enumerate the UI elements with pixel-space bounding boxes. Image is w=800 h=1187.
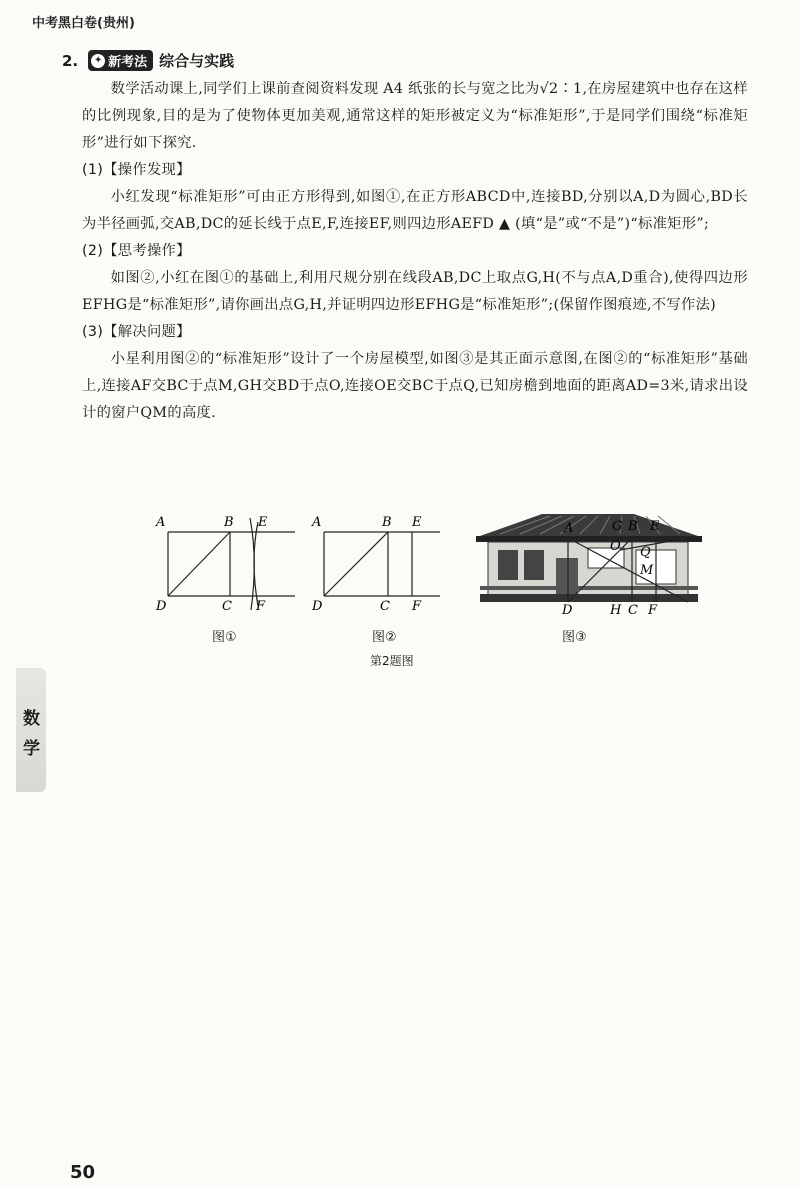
fig3-point-M: M [640, 563, 654, 578]
intro-paragraph: 数学活动课上,同学们上课前查阅资料发现 A4 纸张的长与宽之比为√2∶1,在房屋建筑中也存在这样的比例现象,目的是为了使物体更加美观,通常这样的矩形被定义为“标准矩形”,于是同学们围绕“标准矩形”进行如下探究. [82, 81, 748, 151]
fig2-point-D: D [312, 599, 323, 614]
fig3-point-C: C [628, 603, 638, 618]
part1-title: (1)【操作发现】 [82, 162, 191, 178]
fig2-point-A: A [312, 515, 322, 530]
question-heading [62, 50, 234, 71]
fig3-point-G: G [612, 519, 623, 534]
fig1-point-A: A [156, 515, 166, 530]
fig2-label: 图② [372, 630, 397, 645]
question-body [82, 76, 748, 427]
fig1-point-B: B [224, 515, 234, 530]
question-title: 综合与实践 [159, 52, 235, 70]
fig2-point-F: F [412, 599, 422, 614]
figure-caption: 第2题图 [370, 654, 414, 668]
fig3-point-B: B [628, 519, 638, 534]
fig3-point-H: H [610, 603, 622, 618]
question-number: 2. [62, 51, 79, 70]
fig1-label: 图① [212, 630, 237, 645]
figures-area [150, 510, 710, 680]
page-number: 50 [70, 1162, 96, 1183]
part2-title: (2)【思考操作】 [82, 243, 191, 259]
figure-1 [168, 518, 295, 610]
tag-label: 新考法 [108, 55, 148, 70]
part1-paragraph: 小红发现“标准矩形”可由正方形得到,如图①,在正方形ABCD中,连接BD,分别以A,D为圆心,BD长为半径画弧,交AB,DC的延长线于点E,F,连接EF,则四边形AEFD ▲ (填“是”或“不是”)“标准矩形”; [82, 189, 748, 232]
fig3-point-E: E [650, 519, 660, 534]
fig2-point-E: E [412, 515, 422, 530]
figure-2 [324, 532, 440, 596]
fig1-point-D: D [156, 599, 167, 614]
part3-title: (3)【解决问题】 [82, 324, 191, 340]
fig3-point-Q: Q [640, 545, 651, 560]
fig3-point-F: F [648, 603, 658, 618]
fig3-point-A: A [564, 521, 574, 536]
side-tab-char-2: 学 [23, 739, 40, 759]
subject-side-tab [16, 668, 46, 792]
part2-paragraph: 如图②,小红在图①的基础上,利用尺规分别在线段AB,DC上取点G,H(不与点A,D重合),使得四边形EFHG是“标准矩形”,请你画出点G,H,并证明四边形EFHG是“标准矩形”;(保留作图痕迹,不写作法) [82, 270, 748, 313]
side-tab-char-1: 数 [23, 709, 40, 729]
fig3-point-D: D [562, 603, 573, 618]
fig1-point-C: C [222, 599, 232, 614]
running-header: 中考黑白卷(贵州) [32, 16, 135, 31]
figure-3-house [476, 514, 702, 602]
new-method-tag [88, 50, 153, 71]
fig2-point-C: C [380, 599, 390, 614]
fig1-point-F: F [256, 599, 266, 614]
lightbulb-icon: ✦ [91, 54, 105, 68]
part3-paragraph: 小星利用图②的“标准矩形”设计了一个房屋模型,如图③是其正面示意图,在图②的“标准矩形”基础上,连接AF交BC于点M,GH交BD于点O,连接OE交BC于点Q,已知房檐到地面的距离AD=3米,请求出设计的窗户QM的高度. [82, 351, 748, 421]
fig3-label: 图③ [562, 630, 587, 645]
fig2-point-B: B [382, 515, 392, 530]
fig3-point-O: O [610, 539, 621, 554]
fig1-point-E: E [258, 515, 268, 530]
